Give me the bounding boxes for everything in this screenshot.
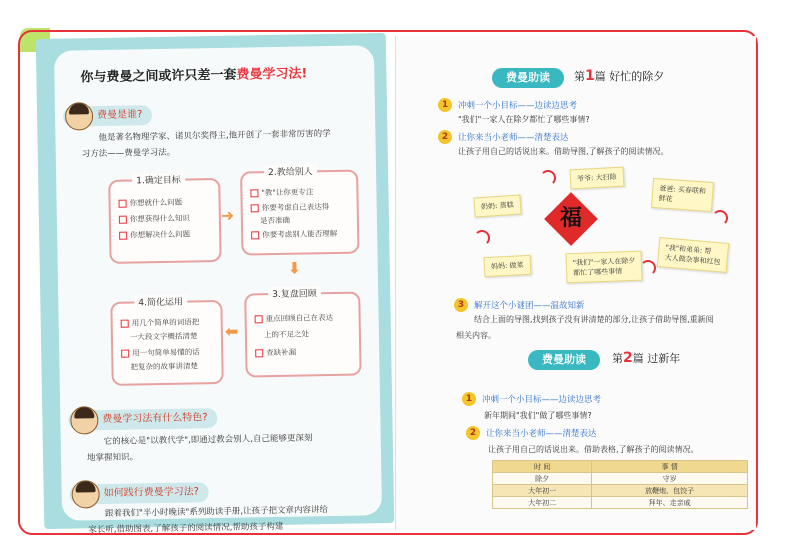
step-box-2-item: 你要考虑自己表达得 xyxy=(251,201,330,213)
step-box-1-item: 你想就什么问题 xyxy=(118,197,182,209)
step-number-4: 1 xyxy=(462,392,476,406)
step-2-text: 让孩子用自己的话说出来。借助导图,了解孩子的阅读情况。 xyxy=(458,147,669,156)
answer-3 xyxy=(88,501,369,538)
down-arrow-icon: ⬇ xyxy=(287,258,302,278)
girl-avatar-icon xyxy=(65,102,93,130)
question-banner-2 xyxy=(68,408,218,431)
step-box-3-title: 3.复盘回顾 xyxy=(268,286,321,300)
step-box-4-item: 一大段文字概括清楚 xyxy=(129,331,198,342)
feynman-badge-2: 费曼助读 xyxy=(528,350,600,370)
step-box-2 xyxy=(240,167,359,256)
step-box-3 xyxy=(244,289,361,378)
step-box-3-item: 上的不足之处 xyxy=(263,329,309,340)
answer-2-line-2: 地掌握知识。 xyxy=(86,452,139,464)
table-cell-time: 大年初二 xyxy=(493,497,592,509)
step-box-1 xyxy=(108,175,221,264)
question-banner-3 xyxy=(69,482,209,504)
answer-1 xyxy=(81,125,362,162)
step-box-1-item: 你想获得什么知识 xyxy=(119,212,190,224)
checkbox-icon xyxy=(121,350,129,358)
note-center: "我们"一家人在除夕 都忙了哪些事情 xyxy=(565,251,642,284)
swirl-decoration-icon xyxy=(474,230,490,246)
answer-3-line-2: 家长听,借助图表,了解孩子的阅读情况,帮助孩子构建 xyxy=(88,521,284,536)
table-cell-event: 守岁 xyxy=(592,473,748,485)
question-2-label: 费曼学习法有什么特色? xyxy=(102,412,208,426)
step-5-text: 让孩子用自己的话说出来。借助表格,了解孩子的阅读情况。 xyxy=(488,445,699,454)
checkbox-icon xyxy=(255,315,263,323)
answer-2 xyxy=(87,429,368,466)
table-header-time: 时 间 xyxy=(493,461,592,473)
step-4-title: 冲刺一个小目标——边读边思考 xyxy=(482,395,602,405)
step-box-3-item: 重点回顾自己在表达 xyxy=(255,312,334,324)
step-1-text: "我们"一家人在除夕都忙了哪些事情? xyxy=(458,115,590,124)
table-row xyxy=(493,485,748,497)
checkbox-icon xyxy=(251,231,259,239)
note-mom: 妈妈: 做菜 xyxy=(484,255,532,277)
table-row xyxy=(493,473,748,485)
checkbox-icon xyxy=(119,216,127,224)
step-3-text-line-2: 相关内容。 xyxy=(456,331,496,340)
step-number-3: 3 xyxy=(454,298,468,312)
step-number-2: 2 xyxy=(438,130,452,144)
note-grandma: 奶奶: 蒸糕 xyxy=(473,194,521,217)
table-header-row xyxy=(493,461,748,473)
answer-1-line-1: 他是著名物理学家、诺贝尔奖得主,他开创了一套非常厉害的学 xyxy=(98,129,331,144)
question-1-label: 费曼是谁? xyxy=(96,109,143,122)
swirl-decoration-icon xyxy=(540,170,556,186)
right-arrow-icon: ➜ xyxy=(220,205,235,225)
step-1-title: 冲刺一个小目标——边读边思考 xyxy=(458,101,578,111)
step-5-title: 让你来当小老师——清楚表达 xyxy=(486,429,597,439)
step-box-4-item: 用几个简单的词语把 xyxy=(121,316,200,328)
step-box-4-title: 4.简化运用 xyxy=(134,295,187,309)
section-2-title: 第2篇 过新年 xyxy=(612,350,681,366)
checkbox-icon xyxy=(250,189,258,197)
step-box-4-item: 把复杂的故事讲清楚 xyxy=(130,361,199,372)
table-header-events: 事 情 xyxy=(592,461,748,473)
page-headline xyxy=(80,62,307,85)
step-box-4-item: 用一句简单易懂的话 xyxy=(121,346,200,358)
answer-1-line-2: 习方法——费曼学习法。 xyxy=(81,147,176,160)
note-grandpa: 爷爷: 大扫除 xyxy=(570,167,625,190)
table-cell-event: 拜年、走亲戚 xyxy=(592,497,748,509)
headline-highlight: 费曼学习法! xyxy=(236,66,308,83)
question-3-label: 如何践行费曼学习法? xyxy=(103,486,200,500)
step-2-title: 让你来当小老师——清楚表达 xyxy=(458,133,569,143)
question-banner-1 xyxy=(63,105,153,127)
swirl-decoration-icon xyxy=(712,210,728,226)
headline-text: 你与费曼之间或许只差一套 xyxy=(80,67,237,86)
step-box-2-item: "教"让你更专注 xyxy=(250,186,313,198)
step-box-1-title: 1.确定目标 xyxy=(132,173,185,187)
step-box-1-item: 你想解决什么问题 xyxy=(119,228,190,240)
step-4-text: 新年期间"我们"做了哪些事情? xyxy=(484,411,592,420)
checkbox-icon xyxy=(251,204,259,212)
step-number-5: 2 xyxy=(466,426,480,440)
table-cell-time: 大年初一 xyxy=(493,485,592,497)
feynman-badge-1: 费曼助读 xyxy=(492,68,564,88)
step-box-3-item: 查缺补漏 xyxy=(255,347,296,359)
step-3-title: 解开这个小谜团——温故知新 xyxy=(474,301,585,311)
girl-avatar-icon xyxy=(71,480,99,508)
answer-2-line-1: 它的核心是"以教代学",即通过教会别人,自己能够更深刻 xyxy=(103,433,313,448)
left-page xyxy=(54,45,382,536)
section-1-title: 第1篇 好忙的除夕 xyxy=(574,68,665,84)
table-row xyxy=(493,497,748,509)
step-box-2-title: 2.教给别人 xyxy=(264,164,317,178)
note-me-brother: "我"和弟弟: 帮 大人做杂事和红包 xyxy=(657,237,729,273)
table-cell-event: 放鞭炮、包饺子 xyxy=(592,485,748,497)
step-box-2-item: 是否准确 xyxy=(259,215,290,226)
fu-character: 福 xyxy=(559,206,582,231)
table-cell-time: 除夕 xyxy=(493,473,592,485)
answer-3-line-1: 跟着我们"半小时晚读"系列助读手册,让孩子把文章内容讲给 xyxy=(104,505,329,520)
checkbox-icon xyxy=(119,232,127,240)
swirl-decoration-icon xyxy=(640,260,656,276)
left-arrow-icon: ⬅ xyxy=(224,321,239,341)
checkbox-icon xyxy=(121,320,129,328)
step-3-text-line-1: 结合上面的导图,找到孩子没有讲清楚的部分,让孩子借助导图,重新阅 xyxy=(474,315,714,324)
events-table xyxy=(492,460,748,509)
girl-avatar-icon xyxy=(70,406,98,434)
step-number-1: 1 xyxy=(438,98,452,112)
checkbox-icon xyxy=(119,200,127,208)
step-box-2-item: 你要考虑别人能否理解 xyxy=(251,228,337,240)
note-dad: 爸爸: 买春联和 鲜花 xyxy=(651,178,714,212)
checkbox-icon xyxy=(255,349,263,357)
step-box-4 xyxy=(110,297,223,386)
